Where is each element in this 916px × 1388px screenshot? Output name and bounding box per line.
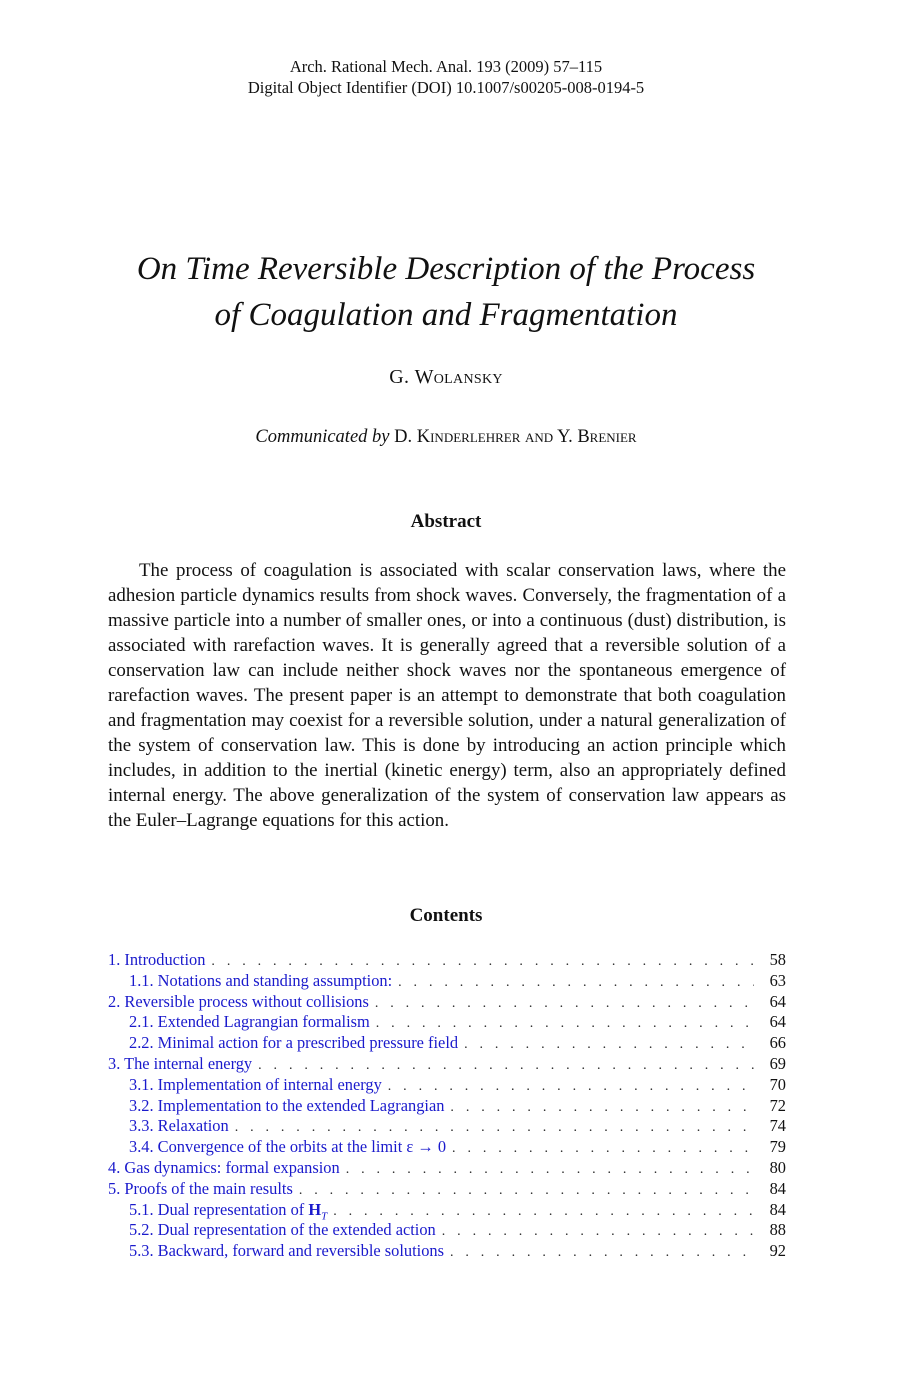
toc-entry-3-1[interactable] <box>108 1075 786 1096</box>
toc-leader <box>388 1077 754 1098</box>
author-initial: G. <box>389 366 410 388</box>
toc-entry-4[interactable] <box>108 1158 786 1179</box>
toc-link[interactable]: 3.1. Implementation of internal energy <box>129 1074 382 1094</box>
toc-leader <box>450 1243 754 1264</box>
toc-entry-3-2[interactable] <box>108 1096 786 1117</box>
toc-page-number: 66 <box>769 1033 786 1053</box>
toc-link[interactable]: 2. Reversible process without collisions <box>108 991 369 1011</box>
toc-entry-3[interactable] <box>108 1054 786 1075</box>
toc-link[interactable]: 5. Proofs of the main results <box>108 1178 293 1198</box>
toc-page-number: 88 <box>769 1220 786 1240</box>
toc-link[interactable]: 3. The internal energy <box>108 1053 253 1073</box>
toc-page-number: 84 <box>769 1199 786 1219</box>
toc-leader <box>333 1202 754 1223</box>
title-line-2: of Coagulation and Fragmentation <box>214 297 678 333</box>
author-surname: Wolansky <box>414 366 503 388</box>
toc-entry-2-1[interactable] <box>108 1012 786 1033</box>
communicated-prefix: Communicated by <box>255 427 390 447</box>
communicating-editors: D. Kinderlehrer and Y. Brenier <box>394 427 637 447</box>
math-subscript: T <box>321 1209 328 1222</box>
paper-title <box>0 246 892 338</box>
toc-entry-1[interactable] <box>108 950 786 971</box>
toc-page-number: 64 <box>769 991 786 1011</box>
table-of-contents <box>108 950 786 1262</box>
toc-leader <box>346 1160 754 1181</box>
toc-link-text: 5.1. Dual representation of <box>129 1199 305 1219</box>
toc-link[interactable]: 2.2. Minimal action for a prescribed pressure field <box>129 1033 459 1053</box>
toc-leader <box>235 1118 754 1139</box>
toc-entry-3-4[interactable] <box>108 1137 786 1158</box>
toc-leader <box>211 952 754 973</box>
toc-link[interactable]: 3.2. Implementation to the extended Lagrangian <box>129 1095 445 1115</box>
toc-page-number: 58 <box>769 950 786 969</box>
toc-entry-5-1[interactable] <box>108 1200 786 1221</box>
author <box>0 366 892 389</box>
toc-entry-5-2[interactable] <box>108 1220 786 1241</box>
toc-leader <box>258 1056 754 1077</box>
journal-citation: Arch. Rational Mech. Anal. 193 (2009) 57–115 <box>289 57 603 76</box>
doi-line: Digital Object Identifier (DOI) 10.1007/s00205-008-0194-5 <box>247 78 645 97</box>
toc-page-number: 80 <box>769 1157 786 1177</box>
toc-page-number: 70 <box>769 1074 786 1094</box>
toc-leader <box>398 973 754 994</box>
toc-link[interactable]: 1. Introduction <box>108 950 206 969</box>
toc-page-number: 63 <box>769 970 786 990</box>
toc-leader <box>375 994 754 1015</box>
toc-link[interactable]: 2.1. Extended Lagrangian formalism <box>129 1012 370 1032</box>
abstract-heading: Abstract <box>410 511 482 532</box>
toc-entry-3-3[interactable] <box>108 1116 786 1137</box>
toc-page-number: 84 <box>769 1178 786 1198</box>
toc-page-number: 92 <box>769 1241 786 1261</box>
toc-page-number: 69 <box>769 1053 786 1073</box>
toc-link[interactable]: 5.3. Backward, forward and reversible solutions <box>129 1241 444 1261</box>
toc-link[interactable]: 4. Gas dynamics: formal expansion <box>108 1157 340 1177</box>
toc-page-number: 72 <box>769 1095 786 1115</box>
toc-leader <box>442 1222 754 1243</box>
math-symbol: H <box>308 1199 322 1219</box>
toc-link[interactable]: 1.1. Notations and standing assumption: <box>129 970 393 990</box>
contents-heading: Contents <box>409 905 483 926</box>
toc-entry-1-1[interactable] <box>108 971 786 992</box>
toc-page-number: 64 <box>769 1012 786 1032</box>
toc-leader <box>464 1035 754 1056</box>
toc-entry-5-3[interactable] <box>108 1241 786 1262</box>
toc-leader <box>299 1181 754 1202</box>
toc-page-number: 74 <box>769 1116 786 1136</box>
abstract-text: The process of coagulation is associated with scalar conservation laws, where the adhesion particle dynamics results from shock waves. Conversely, the fragmentation of a massive particle into a number of smaller ones, or into a continuous (dust) distribution, is associated with rarefaction waves. It is generally agreed that a reversible solution of a conservation law can include neither shock waves nor the spontaneous emergence of rarefaction waves. The present paper is an attempt to demonstrate that both coagulation and fragmentation may coexist for a reversible solution, under a natural generalization of the system of conservation law. This is done by introducing an action principle which includes, in addition to the inertial (kinetic energy) term, also an appropriately defined internal energy. The above generalization of the system of conservation law appears as the Euler–Lagrange equations for this action. <box>108 560 786 831</box>
toc-link[interactable]: 3.3. Relaxation <box>129 1116 229 1136</box>
journal-header <box>0 56 892 98</box>
toc-entry-5[interactable] <box>108 1179 786 1200</box>
toc-leader <box>376 1014 754 1035</box>
toc-page-number: 79 <box>769 1137 786 1157</box>
toc-leader <box>450 1098 754 1119</box>
toc-link[interactable]: 5.2. Dual representation of the extended action <box>129 1220 436 1240</box>
toc-entry-2[interactable] <box>108 992 786 1013</box>
toc-link[interactable]: 3.4. Convergence of the orbits at the limit ε → 0 <box>129 1137 447 1157</box>
toc-entry-2-2[interactable] <box>108 1033 786 1054</box>
communicated-by <box>0 427 892 448</box>
title-line-1: On Time Reversible Description of the Process <box>136 251 756 287</box>
toc-leader <box>452 1139 754 1160</box>
